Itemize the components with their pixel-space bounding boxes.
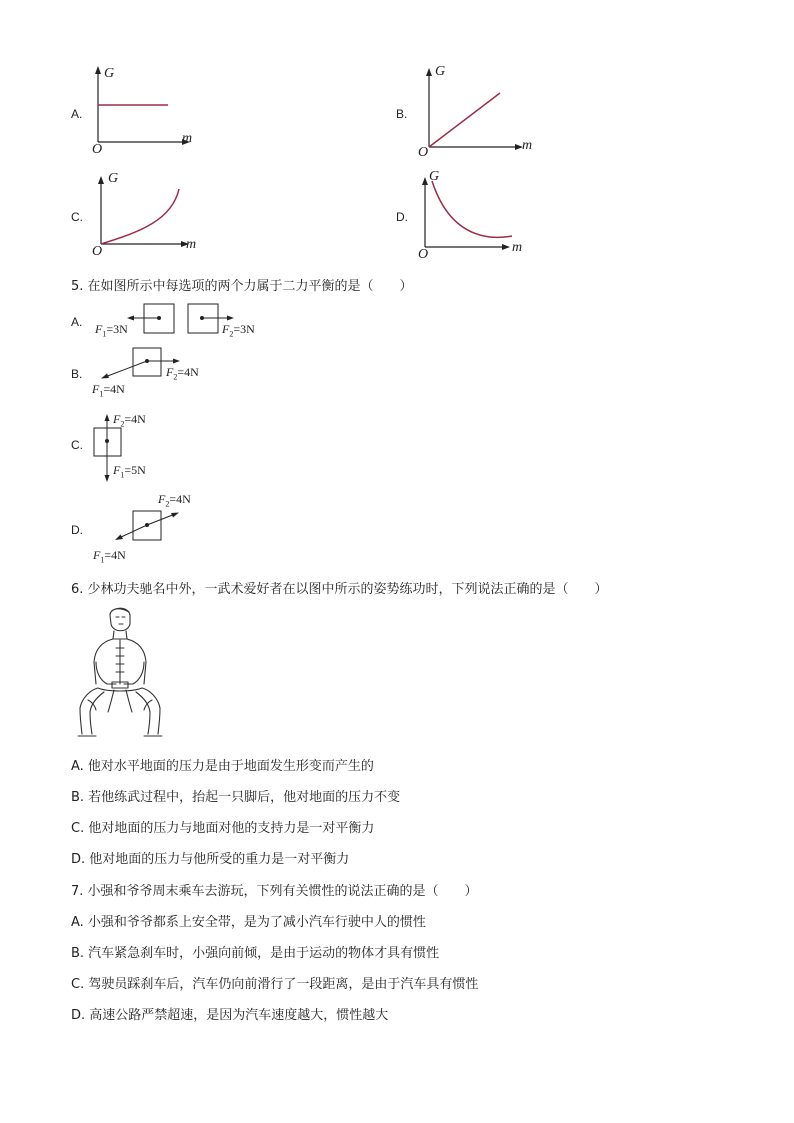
- q7-stem: 7. 小强和爷爷周末乘车去游玩，下列有关惯性的说法正确的是（ ）: [71, 884, 478, 899]
- q7-option-c[interactable]: C. 驾驶员踩刹车后，汽车仍向前滑行了一段距离，是由于汽车具有惯性: [71, 977, 479, 992]
- q5-stem: 5. 在如图所示中每选项的两个力属于二力平衡的是（ ）: [71, 279, 413, 294]
- q5-option-c-letter: C.: [71, 438, 83, 452]
- graph-c-x-label: m: [186, 237, 197, 252]
- graph-d-x-label: m: [512, 240, 523, 255]
- graph-b-x-label: m: [522, 138, 533, 153]
- graph-d-y-label: G: [429, 169, 440, 184]
- graph-b-letter: B.: [396, 107, 408, 121]
- graph-d-letter: D.: [396, 210, 408, 224]
- q5-d-f2-label: $F_2=4N$: [158, 492, 191, 509]
- graph-d-curve: [432, 181, 512, 237]
- graph-c-curve: [101, 189, 179, 244]
- q6-option-d[interactable]: D. 他对地面的压力与他所受的重力是一对平衡力: [71, 852, 350, 867]
- graph-b-y-label: G: [435, 64, 446, 79]
- graph-b-curve: [429, 93, 500, 147]
- q5-c-f1-label: $F_1=5N$: [113, 463, 146, 480]
- q5-b-f1-label: $F_1=4N$: [92, 382, 125, 399]
- q5-b-f2-label: $F_2=4N$: [166, 365, 199, 382]
- graph-a-y-label: G: [104, 66, 115, 81]
- graph-a-letter: A.: [71, 107, 83, 121]
- q6-option-c[interactable]: C. 他对地面的压力与地面对他的支持力是一对平衡力: [71, 821, 375, 836]
- q6-stem: 6. 少林功夫驰名中外，一武术爱好者在以图中所示的姿势练功时，下列说法正确的是（ ）: [71, 582, 608, 597]
- q7-option-b[interactable]: B. 汽车紧急刹车时，小强向前倾，是由于运动的物体才具有惯性: [71, 946, 440, 961]
- graph-c-letter: C.: [71, 210, 83, 224]
- graph-c-y-label: G: [108, 171, 119, 186]
- q5-a-f2-label: $F_2=3N$: [222, 322, 255, 339]
- q5-c-f2-label: $F_2=4N$: [113, 412, 146, 429]
- graph-a-x-label: m: [182, 131, 193, 146]
- q5-a-f1-label: $F_1=3N$: [95, 322, 128, 339]
- graph-d-origin: O: [418, 247, 429, 262]
- q7-option-a[interactable]: A. 小强和爷爷都系上安全带，是为了减小汽车行驶中人的惯性: [71, 915, 426, 930]
- q5-option-a-letter: A.: [71, 315, 83, 329]
- q6-option-b[interactable]: B. 若他练武过程中，抬起一只脚后，他对地面的压力不变: [71, 790, 401, 805]
- martial-artist-illustration: [0, 0, 1, 1]
- graph-b-origin: O: [418, 145, 429, 160]
- q5-d-f1-label: $F_1=4N$: [93, 548, 126, 565]
- graph-c-origin: O: [92, 244, 103, 259]
- q6-option-a[interactable]: A. 他对水平地面的压力是由于地面发生形变而产生的: [71, 759, 374, 774]
- q5-option-b-letter: B.: [71, 367, 83, 381]
- graph-a-origin: O: [92, 142, 103, 157]
- q7-option-d[interactable]: D. 高速公路严禁超速，是因为汽车速度越大，惯性越大: [71, 1008, 389, 1023]
- q5-option-d-letter: D.: [71, 523, 83, 537]
